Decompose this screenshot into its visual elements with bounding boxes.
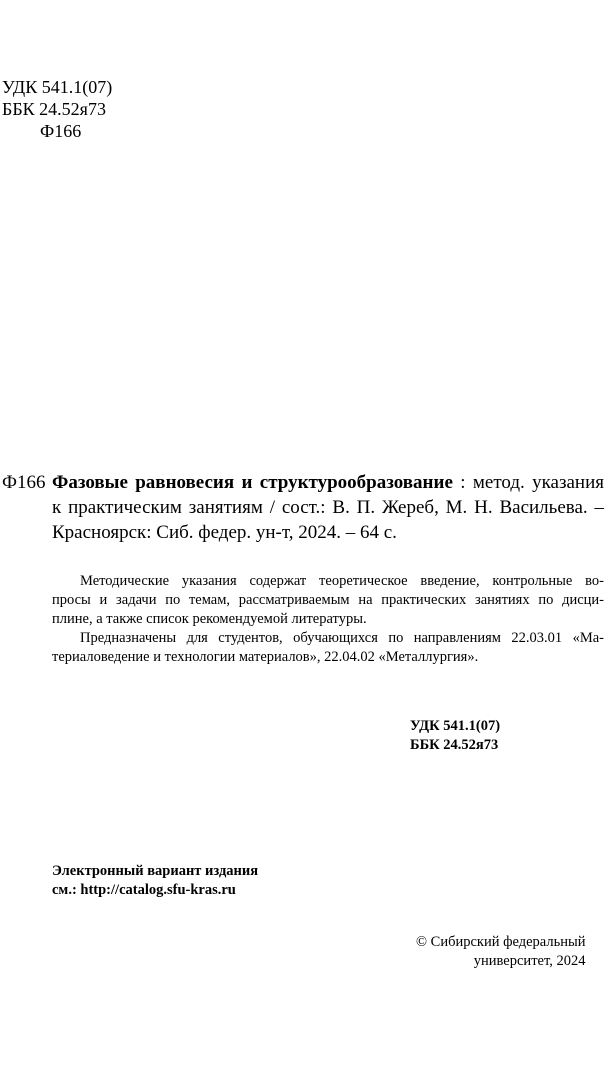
annotation-line: Методические указания содержат теоретическое введение, контрольные во- — [80, 573, 604, 589]
bbk-code-bold: ББК 24.52я73 — [410, 737, 499, 753]
udk-code-bold: УДК 541.1(07) — [410, 718, 501, 734]
biblio-line-1 — [0, 470, 604, 495]
annotation-line: Предназначены для студентов, обучающихся по направлениям 22.03.01 «Ма- — [80, 630, 604, 646]
biblio-line-3 — [0, 520, 604, 545]
copyright-line-2: университет, 2024 — [473, 953, 586, 969]
annotation-line: плине, а также список рекомендуемой литературы. — [52, 611, 367, 627]
bibliographic-record — [0, 470, 604, 545]
electronic-edition-label: Электронный вариант издания — [52, 863, 259, 879]
biblio-author-mark: Ф166 — [2, 472, 46, 493]
electronic-edition-note — [52, 862, 258, 900]
biblio-title-rest: : метод. указания — [452, 472, 604, 493]
biblio-publisher: Красноярск: Сиб. федер. ун-т, 2024. – 64 с. — [52, 522, 397, 543]
annotation-line: просы и задачи по темам, рассматриваемым на практических занятиях по дисци- — [52, 592, 604, 608]
author-mark: Ф166 — [40, 121, 82, 141]
annotation — [52, 572, 604, 667]
classification-codes-header — [2, 76, 112, 142]
biblio-line-2 — [0, 495, 604, 520]
biblio-title-line — [52, 470, 604, 495]
book-title: Фазовые равновесия и структурообразование — [52, 472, 453, 493]
bbk-code: ББК 24.52я73 — [2, 99, 106, 119]
copyright-line-1: © Сибирский федеральный — [416, 934, 586, 950]
classification-codes-footer — [410, 717, 500, 755]
copyright — [416, 933, 585, 971]
biblio-authors: к практическим занятиям / сост.: В. П. Жереб, М. Н. Васильева. – — [52, 497, 604, 518]
annotation-line: териаловедение и технологии материалов», 22.04.02 «Металлургия». — [52, 649, 479, 665]
udk-code: УДК 541.1(07) — [2, 77, 113, 97]
electronic-edition-link: см.: http://catalog.sfu-kras.ru — [52, 882, 236, 898]
